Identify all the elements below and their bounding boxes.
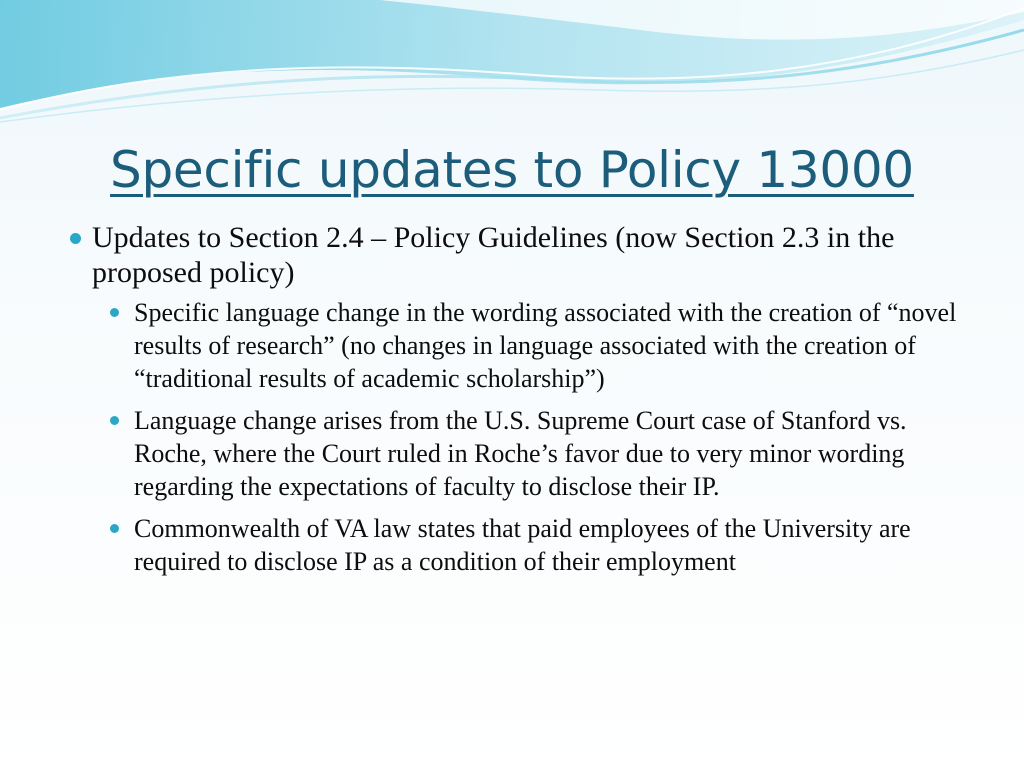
bullet-dot-icon [110,524,119,533]
bullet-text: Updates to Section 2.4 – Policy Guidelines (now Section 2.3 in the proposed policy) [92,221,895,289]
bullet-level1 [92,220,982,290]
bullet-dot-icon [70,233,81,244]
sub-bullet [134,404,982,503]
sub-bullet-list [134,296,982,578]
sub-bullet-text: Commonwealth of VA law states that paid employees of the University are required to disclose IP as a condition of their employment [134,514,911,576]
sub-bullet [134,296,982,395]
slide-body [92,220,982,587]
bullet-dot-icon [110,416,119,425]
sub-bullet-text: Language change arises from the U.S. Supreme Court case of Stanford vs. Roche, where the Court ruled in Roche’s favor due to very minor wording regarding the expectations of faculty to disclose their IP. [134,406,907,501]
bullet-dot-icon [110,308,119,317]
slide-title: Specific updates to Policy 13000 [110,141,914,199]
sub-bullet [134,512,982,578]
header-wave-decoration [0,0,1024,125]
sub-bullet-text: Specific language change in the wording associated with the creation of “novel results of research” (no changes in language associated with the creation of “traditional results of academic scholarship”) [134,298,957,393]
